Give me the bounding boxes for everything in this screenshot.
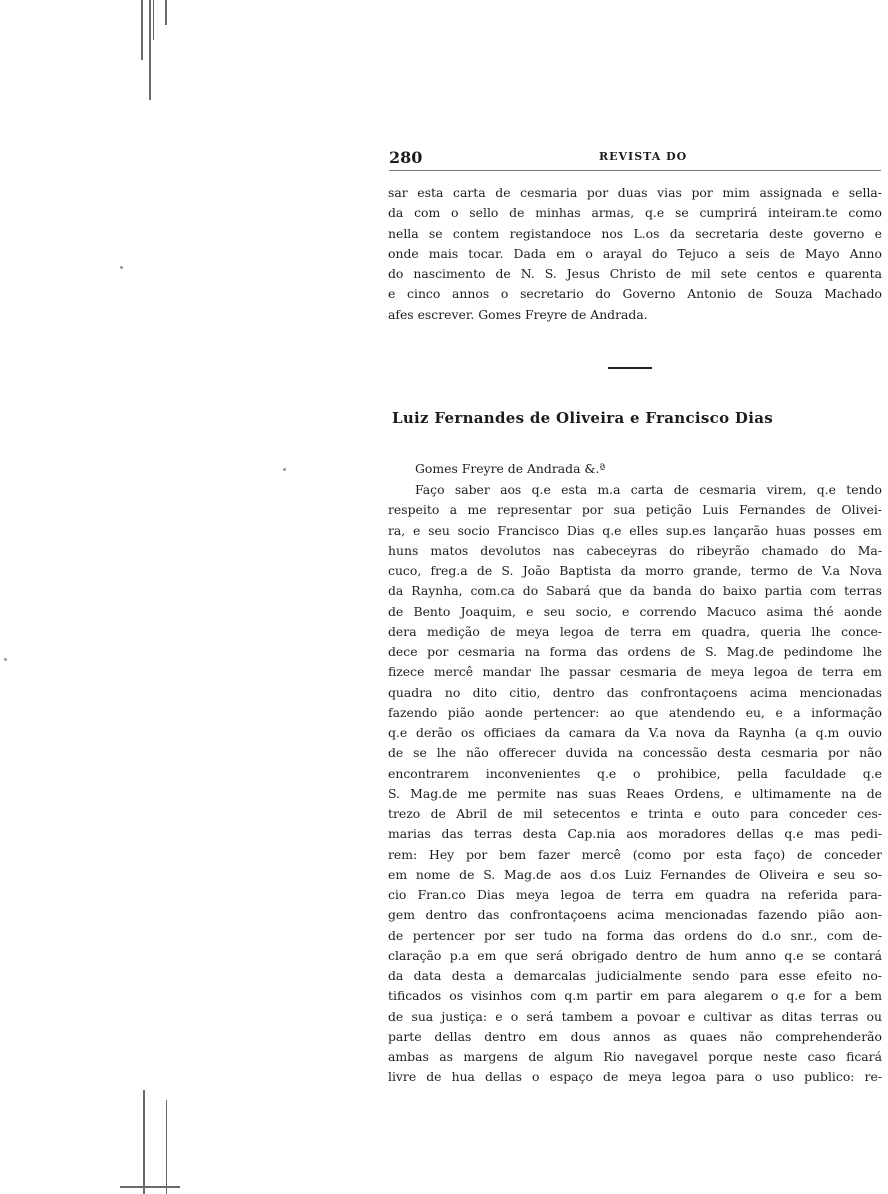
greeting-line: Gomes Freyre de Andrada &.ª [415,461,606,476]
text-line: q.e derão os officiaes da camara da V.a nova da Raynha (a q.m ouvio [388,725,882,740]
page-header [389,148,881,174]
text-line: do nascimento de N. S. Jesus Christo de mil sete centos e quarenta [388,266,882,281]
text-line: de sua justiça: e o será tambem a povoar e cultivar as ditas terras ou [388,1008,882,1024]
scan-edge-line [149,0,151,100]
scan-edge-line [120,1186,180,1188]
text-line: ambas as margens de algum Rio navegavel porque neste caso ficará [388,1049,882,1064]
section-separator [608,367,652,369]
text-line: Faço saber aos q.e esta m.a carta de cesmaria virem, q.e tendo [415,482,882,497]
text-line: dece por cesmaria na forma das ordens de S. Mag.de pedindome lhe [388,644,882,659]
text-line: huns matos devolutos nas cabeceyras do ribeyrão chamado do Ma- [388,542,882,558]
section-title: Luiz Fernandes de Oliveira e Francisco Dias [392,409,774,427]
scan-edge-line [141,0,143,60]
scan-edge-line [153,0,154,40]
text-line: quadra no dito citio, dentro das confrontaçoens acima mencionadas [388,684,882,700]
text-line: respeito a me representar por sua petição Luis Fernandes de Olivei- [388,502,882,518]
text-line: fizece mercê mandar lhe passar cesmaria de meya legoa de terra em [388,664,882,680]
text-line: da data desta a demarcalas judicialmente sendo para esse efeito no- [388,968,882,983]
body-paragraph [388,480,882,1088]
text-line: fazendo pião aonde pertencer: ao que atendendo eu, e a informação [388,704,882,720]
page-number: 280 [389,148,423,167]
text-line: afes escrever. Gomes Freyre de Andrada. [388,306,648,322]
scan-edge-line [165,0,167,25]
text-line: onde mais tocar. Dada em o arayal do Tejuco a seis de Mayo Anno [388,245,882,261]
text-line: parte dellas dentro em dous annos as quaes não comprehenderão [388,1028,882,1044]
scan-speck [4,658,7,661]
scan-edge-line [166,1100,167,1194]
text-line: cio Fran.co Dias meya legoa de terra em quadra na referida para- [388,887,882,902]
text-line: gem dentro das confrontaçoens acima mencionadas fazendo pião aon- [388,907,882,923]
text-line: de Bento Joaquim, e seu socio, e correndo Macuco asima thé aonde [388,603,882,619]
text-line: claração p.a em que será obrigado dentro de hum anno q.e se contará [388,947,882,963]
text-line: S. Mag.de me permite nas suas Reaes Ordens, e ultimamente na de [388,785,882,801]
text-line: livre de hua dellas o espaço de meya legoa para o uso publico: re- [388,1069,882,1085]
text-line: em nome de S. Mag.de aos d.os Luiz Fernandes de Oliveira e seu so- [388,866,882,882]
text-line: cuco, freg.a de S. João Baptista da morro grande, termo de V.a Nova [388,563,882,578]
scan-speck [120,266,123,269]
text-line: e cinco annos o secretario do Governo Antonio de Souza Machado [388,286,882,302]
header-rule [389,170,881,171]
scan-edge-line [143,1090,145,1194]
text-line: nella se contem registandoce nos L.os da secretaria deste governo e [388,225,882,241]
text-line: tificados os visinhos com q.m partir em para alegarem o q.e for a bem [388,988,882,1004]
scan-speck [283,468,286,471]
text-line: de pertencer por ser tudo na forma das ordens do d.o snr., com de- [388,927,882,943]
running-title: REVISTA DO [599,150,688,163]
continuation-paragraph [388,183,882,325]
text-line: da Raynha, com.ca do Sabará que da banda do baixo partia com terras [388,583,882,599]
text-line: marias das terras desta Cap.nia aos moradores dellas q.e mas pedi- [388,826,882,842]
text-line: rem: Hey por bem fazer mercê (como por esta faço) de conceder [388,846,882,862]
text-line: da com o sello de minhas armas, q.e se cumprirá inteiram.te como [388,205,882,221]
text-line: sar esta carta de cesmaria por duas vias por mim assignada e sella- [388,185,882,200]
text-line: de se lhe não offerecer duvida na concessão desta cesmaria por não [388,745,882,761]
text-line: encontrarem inconvenientes q.e o prohibice, pella faculdade q.e [388,765,882,781]
text-line: trezo de Abril de mil setecentos e trinta e outo para conceder ces- [388,806,882,821]
text-line: dera medição de meya legoa de terra em quadra, queria lhe conce- [388,623,882,639]
text-line: ra, e seu socio Francisco Dias q.e elles sup.es lançarão huas posses em [388,522,882,538]
